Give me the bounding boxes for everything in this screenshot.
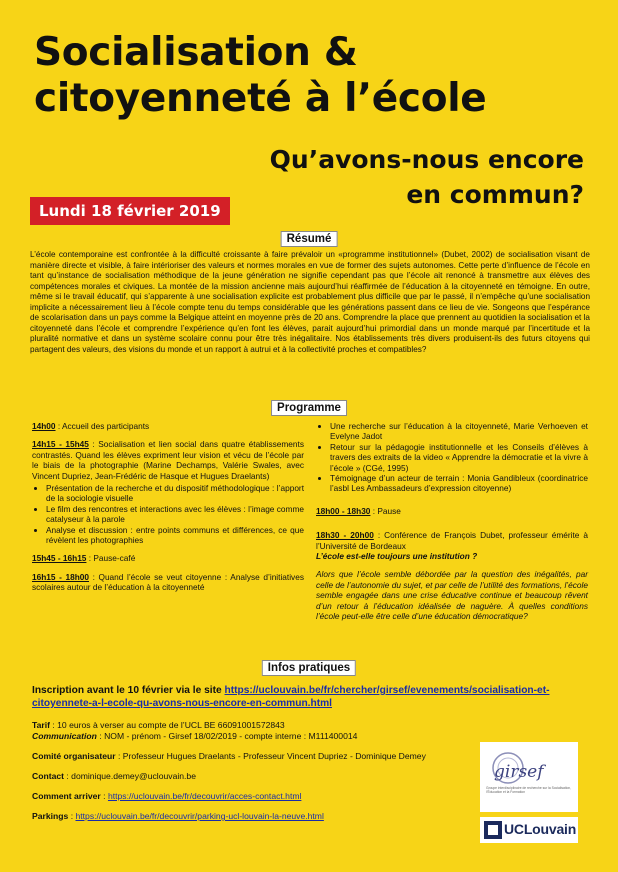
communication-text: : NOM - prénom - Girsef 18/02/2019 - compte interne : M111400014	[96, 731, 358, 741]
list-item: • Témoignage d’un acteur de terrain : Monia Gandibleux (coordinatrice l’asbl Les Ambassadeurs d’expression citoyenne)	[330, 473, 588, 494]
conference-abstract: Alors que l’école semble débordée par la question des inégalités, par celle de l’autonomie du sujet, et par celle de l’utilité des formations, l’école semble engagée dans une crise éducative continue et beaucoup rêvent d’un retour à l’éducation idéalisée de naguère. À quelles conditions l’école peut-elle être celle d’une éducation démocratique?	[316, 569, 588, 622]
programme-item	[32, 421, 304, 431]
item-text: : Pause-café	[86, 553, 136, 564]
parkings-link[interactable]: https://uclouvain.be/fr/decouvrir/parking-ucl-louvain-la-neuve.html	[75, 811, 324, 821]
arriver-label: Comment arriver	[32, 791, 101, 801]
programme-item	[316, 506, 588, 516]
event-title	[34, 30, 486, 122]
programme-left-column	[32, 421, 304, 601]
summary-label: Résumé	[281, 231, 338, 247]
girsef-caption: Groupe interdisciplinaire de recherche sur la Socialisation, l’Éducation et la Formation	[486, 786, 572, 794]
uclouvain-wordmark: UCLouvain	[504, 821, 577, 837]
time-slot: 18h00 - 18h30	[316, 505, 371, 516]
girsef-logo	[480, 742, 578, 812]
time-slot: 16h15 - 18h00	[32, 571, 89, 582]
event-subtitle	[270, 142, 584, 212]
time-slot: 18h30 - 20h00	[316, 530, 374, 541]
contact-label: Contact	[32, 771, 64, 781]
list-item: • Analyse et discussion : entre points communs et différences, ce que révèlent les photographies	[46, 525, 304, 546]
programme-right-column	[316, 421, 588, 630]
title-line-2: citoyenneté à l’école	[34, 76, 487, 121]
time-slot: 14h00	[32, 421, 56, 431]
inscription-link[interactable]: https://uclouvain.be/fr/chercher/girsef/evenements/socialisation-et-citoyennete-a-l-ecole-qu-avons-nous-encore-en-commun.html	[32, 685, 550, 709]
list-item: • Une recherche sur l’éducation à la citoyenneté, Marie Verhoeven et Evelyne Jadot	[330, 421, 588, 442]
tarif-block	[32, 720, 572, 742]
subtitle-line-2: en commun?	[406, 180, 584, 209]
list-item: • Présentation de la recherche et du dispositif méthodologique : l’apport de la sociologie visuelle	[46, 483, 304, 504]
arriver-row: Comment arriver : https://uclouvain.be/fr/decouvrir/acces-contact.html	[32, 791, 302, 801]
item-text: : Accueil des participants	[55, 421, 150, 431]
programme-item	[32, 553, 304, 563]
comite-text: : Professeur Hugues Draelants - Professeur Vincent Dupriez - Dominique Demey	[115, 751, 426, 761]
girsef-wordmark: girsef	[494, 762, 544, 782]
summary-text: L’école contemporaine est confrontée à la difficulté croissante à faire prévaloir un «programme institutionnel» (Dubet, 2002) de socialisation visant de manière directe et visible, à faire intérioriser des valeurs et normes morales en vue de former des sujets autonomes. Cette perte d’influence de l’école en tant qu’instance de socialisation méthodique de la jeune génération ne signifie cependant pas que l’école ait renoncé à transmettre aux élèves des compétences morales et civiques. La montée de la mission ancienne mais aujourd’hui réaffirmée de l’éducation à la citoyenneté en témoigne. En outre, même si le travail éducatif, qui s’apparente à une socialisation explicite est probablement plus difficile que par le passé, il n’empêche qu’une socialisation implicite a nécessairement lieu à l’école compte tenu du temps considérable que les générations passent dans ce lieu de vie. Songeons que l’espérance de scolarisation dans un pays comme la Belgique atteint en moyenne près de 20 ans. Comprendre la place que prennent au quotidien la socialisation et la citoyenneté dans l’école et comprendre l’expérience qu’en font les élèves, parait aujourd’hui primordial dans un monde marqué par l’incertitude et la pluralité normative et dans un système scolaire connu pour être très inégalitaire. Nos établissements très divers produisent-ils des futurs citoyens qui partagent des valeurs, des visions du monde et un rapport à autrui et à la collectivité proches et compatibles?	[30, 250, 590, 354]
comite-row	[32, 751, 462, 762]
inscription	[32, 684, 572, 710]
infos-label: Infos pratiques	[262, 660, 356, 676]
item-text: : Pause	[370, 505, 401, 516]
date-badge: Lundi 18 février 2019	[30, 197, 230, 225]
parkings-label: Parkings	[32, 811, 69, 821]
arriver-link[interactable]: https://uclouvain.be/fr/decouvrir/acces-contact.html	[107, 791, 302, 801]
item-text: : Quand l’école se veut citoyenne : Analyse d’initiatives scolaires autour de l’éducation à la citoyenneté	[32, 571, 304, 593]
programme-sublist	[32, 483, 304, 545]
communication-label: Communication	[32, 731, 97, 741]
uclouvain-logo	[480, 817, 578, 843]
programme-item	[32, 572, 304, 593]
time-slot: 14h15 - 15h45	[32, 439, 89, 450]
programme-label: Programme	[271, 400, 347, 416]
title-line-1: Socialisation &	[34, 30, 358, 75]
contact-text: : dominique.demey@uclouvain.be	[64, 771, 196, 781]
inscription-text: Inscription avant le 10 février via le site	[32, 685, 225, 696]
tarif-label: Tarif	[32, 720, 50, 730]
comite-label: Comité organisateur	[32, 751, 116, 761]
tarif-text: : 10 euros à verser au compte de l’UCL BE 66091001572843	[49, 720, 285, 730]
programme-item	[32, 439, 304, 481]
programme-sublist	[316, 421, 588, 494]
conference-question: L’école est-elle toujours une institution ?	[316, 551, 478, 562]
parkings-row: Parkings : https://uclouvain.be/fr/decouvrir/parking-ucl-louvain-la-neuve.html	[32, 811, 324, 821]
list-item: • Le film des rencontres et interactions avec les élèves : l’image comme catalyseur à la parole	[46, 504, 304, 525]
subtitle-line-1: Qu’avons-nous encore	[269, 145, 584, 174]
item-text: : Conférence de François Dubet, professeur émérite à l’Université de Bordeaux	[316, 530, 588, 551]
programme-item	[316, 530, 588, 551]
item-text: : Socialisation et lien social dans quatre établissements contrastés. Quand les élèves expriment leur vision et vécu de l’école par le biais de la photographie (Marine Dechamps, Valérie Swales, avec Vincent Dupriez, Jean-Frédéric de Hasque et Hugues Draelants)	[32, 439, 304, 481]
time-slot: 15h45 - 16h15	[32, 553, 87, 564]
uclouvain-emblem-icon	[480, 817, 506, 843]
list-item: • Retour sur la pédagogie institutionnelle et les Conseils d’élèves à travers des extraits de la video « Apprendre la démocratie et la vivre à l’école » (CGé, 1995)	[330, 442, 588, 473]
